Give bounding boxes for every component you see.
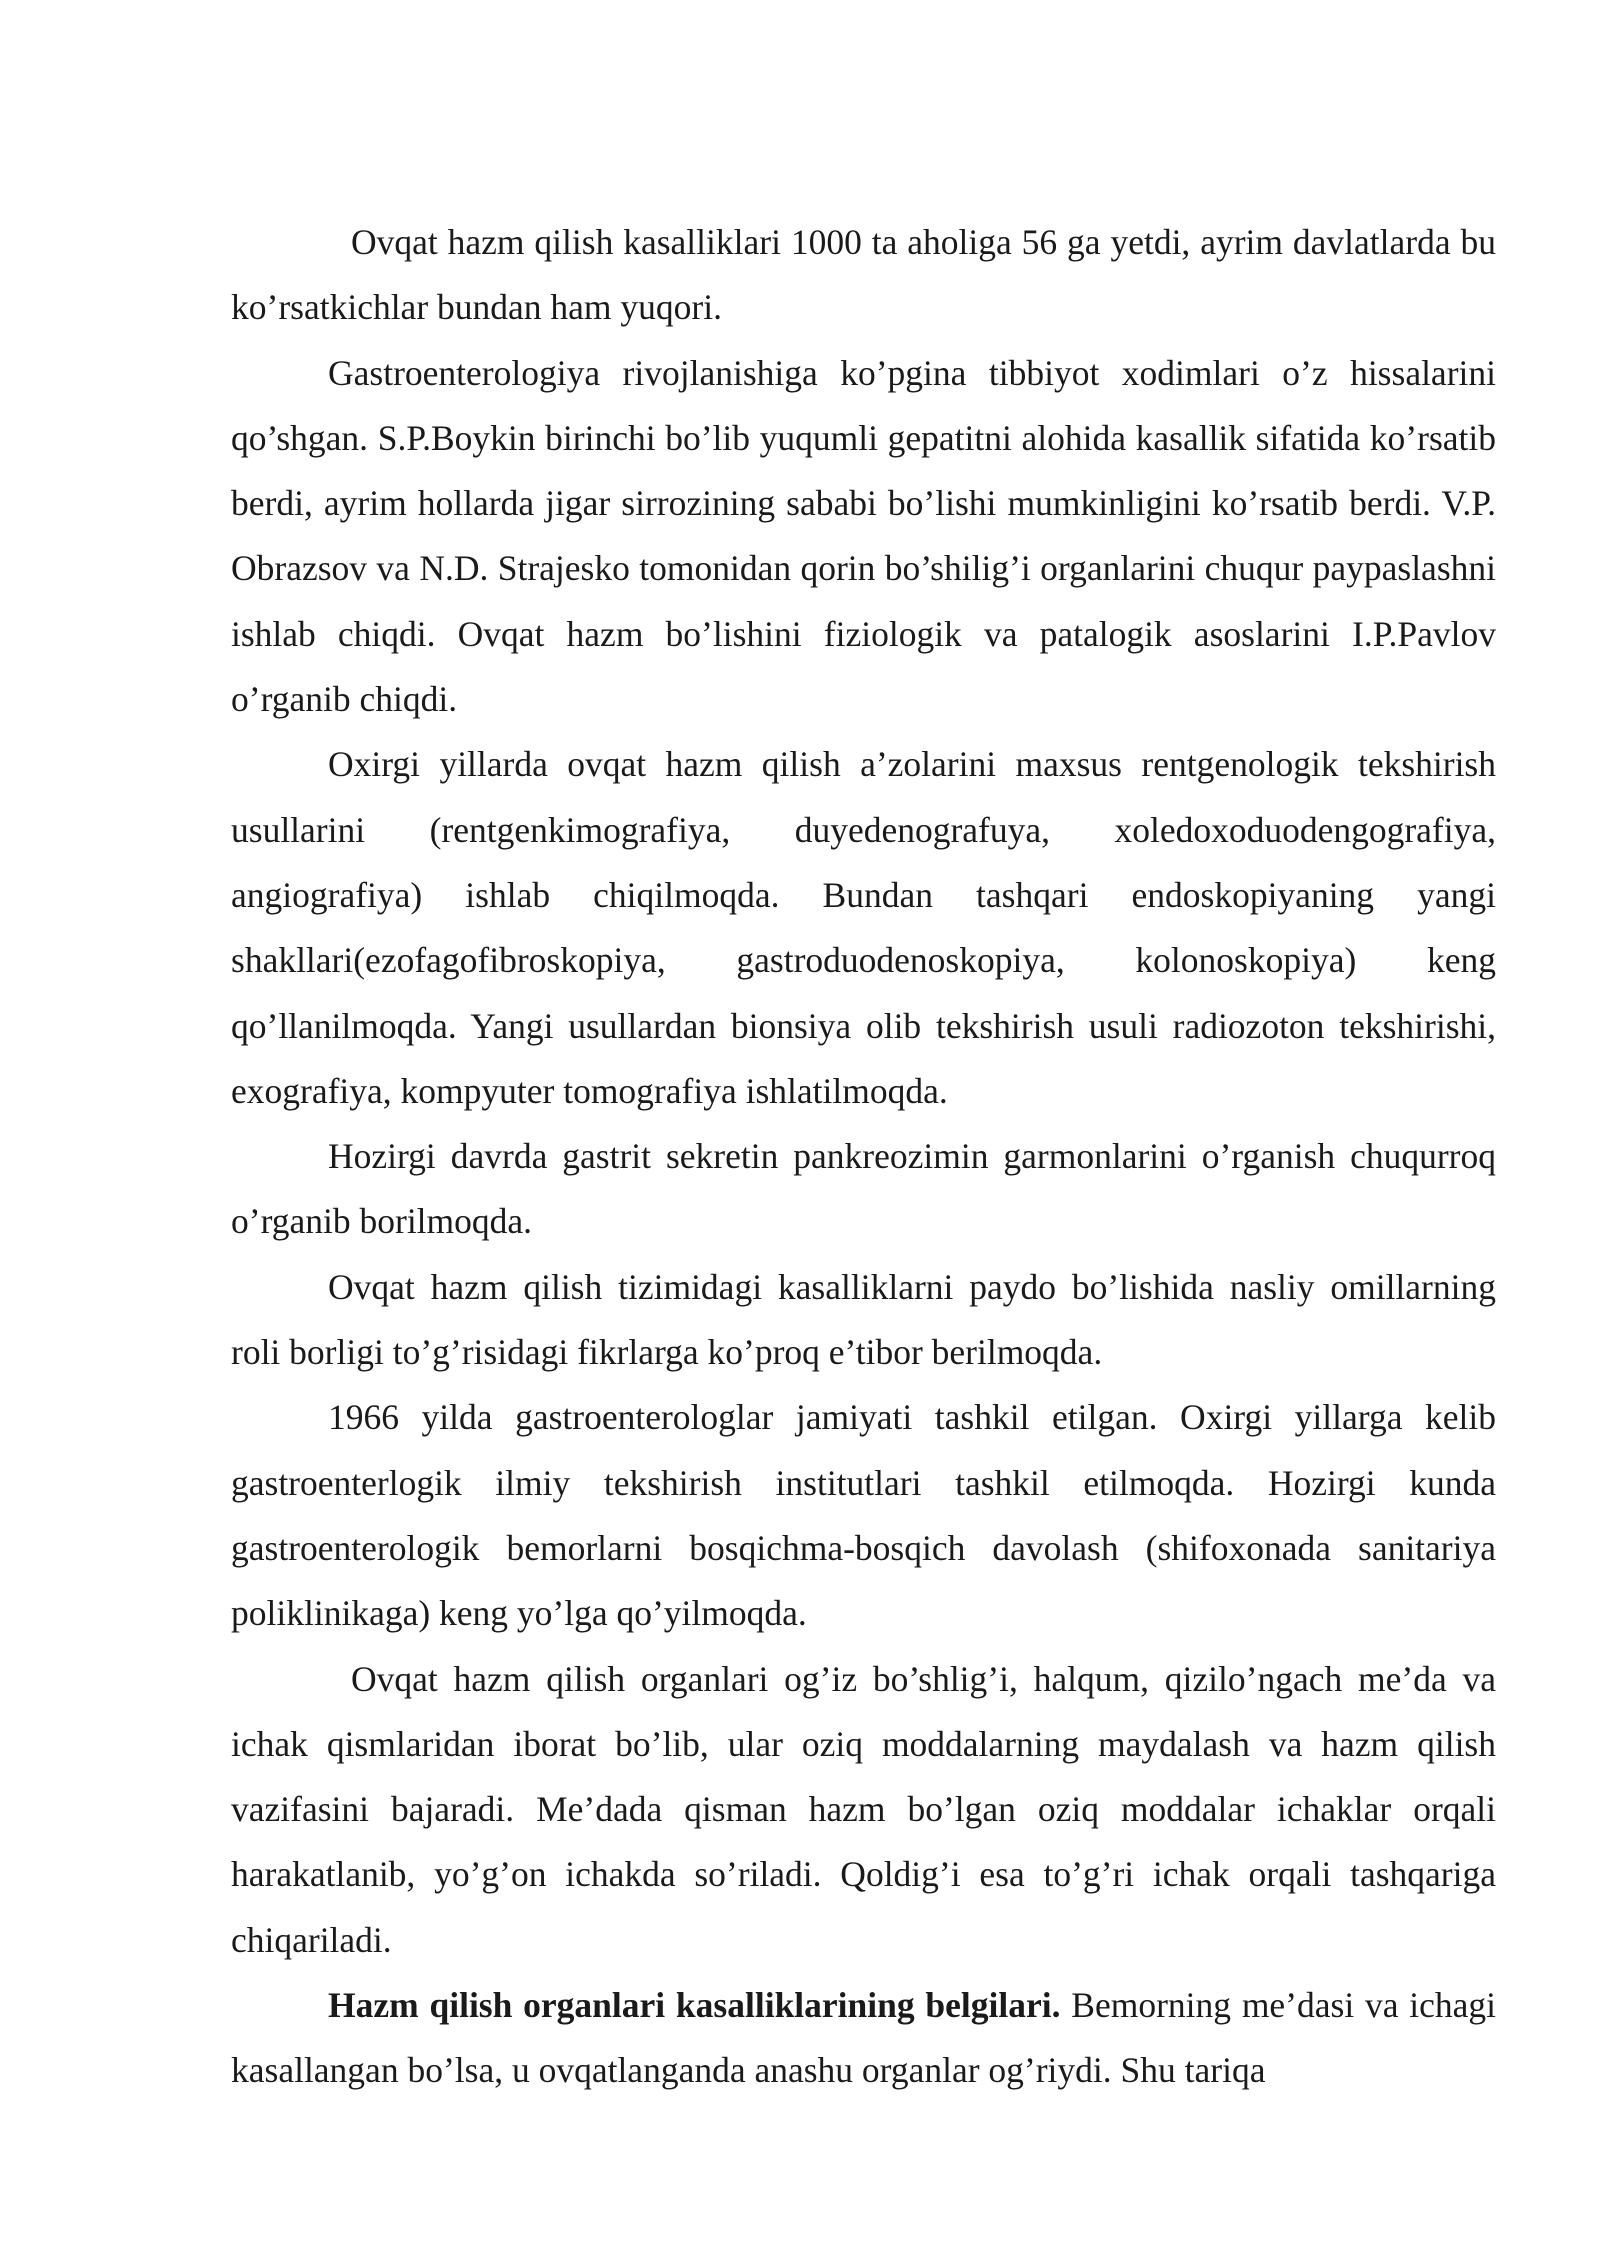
document-page: [231, 210, 1496, 2104]
paragraph-hereditary-factors: Ovqat hazm qilish tizimidagi kasalliklarni paydo bo’lishida nasliy omillarning roli borligi to’g’risidagi fikrlarga ko’proq e’tibor berilmoqda.: [231, 1266, 1496, 1373]
section-heading-disease-signs: Hazm qilish organlari kasalliklarining belgilari.: [328, 1985, 1061, 2026]
paragraph-society-founding: 1966 yilda gastroenterologlar jamiyati tashkil etilgan. Oxirgi yillarga kelib gastroenterlogik ilmiy tekshirish institutlari tashkil etilmoqda. Hozirgi kunda gastroenterologik bemorlarni bosqichma-bosqich davolash (shifoxonada sanitariya poliklinikaga) keng yo’lga qo’yilmoqda.: [231, 1397, 1496, 1634]
paragraph-examination-methods: Oxirgi yillarda ovqat hazm qilish a’zolarini maxsus rentgenologik tekshirish usullarini (rentgenkimografiya, duyedenografuya, xoledoxoduodengografiya, angiografiya) ishlab chiqilmoqda. Bundan tashqari endoskopiyaning yangi shakllari(ezofagofibroskopiya, gastroduodenoskopiya, kolonoskopiya) keng qo’llanilmoqda. Yangi usullardan bionsiya olib tekshirish usuli radiozoton tekshirishi, exografiya, kompyuter tomografiya ishlatilmoqda.: [231, 744, 1496, 1111]
paragraph-digestive-organs: Ovqat hazm qilish organlari og’iz bo’shlig’i, halqum, qizilo’ngach me’da va ichak qismlaridan iborat bo’lib, ular oziq moddalarning maydalash va hazm qilish vazifasini bajaradi. Me’dada qisman hazm bo’lgan oziq moddalar ichaklar orqali harakatlanib, yo’g’on ichakda so’riladi. Qoldig’i esa to’g’ri ichak orqali tashqariga chiqariladi.: [231, 1658, 1496, 1960]
paragraph-disease-signs-text: Bemorning me’dasi va ichagi kasallangan bo’lsa, u ovqatlanganda anashu organlar og’riydi. Shu tariqa: [231, 1985, 1497, 2091]
paragraph-gastroenterology-history: Gastroenterologiya rivojlanishiga ko’pgina tibbiyot xodimlari o’z hissalarini qo’shgan. S.P.Boykin birinchi bo’lib yuqumli gepatitni alohida kasallik sifatida ko’rsatib berdi, ayrim hollarda jigar sirrozining sababi bo’lishi mumkinligini ko’rsatib berdi. V.P. Obrazsov va N.D. Strajesko tomonidan qorin bo’shilig’i organlarini chuqur paypaslashni ishlab chiqdi. Ovqat hazm bo’lishini fiziologik va patalogik asoslarini I.P.Pavlov o’rganib chiqdi.: [231, 352, 1496, 720]
paragraph-disease-signs: [231, 1973, 1496, 2104]
paragraph-digestive-disease-rate: Ovqat hazm qilish kasalliklari 1000 ta aholiga 56 ga yetdi, ayrim davlatlarda bu ko’rsatkichlar bundan ham yuqori.: [231, 222, 1496, 328]
paragraph-hormone-research: Hozirgi davrda gastrit sekretin pankreozimin garmonlarini o’rganish chuqurroq o’rganib borilmoqda.: [231, 1136, 1496, 1242]
